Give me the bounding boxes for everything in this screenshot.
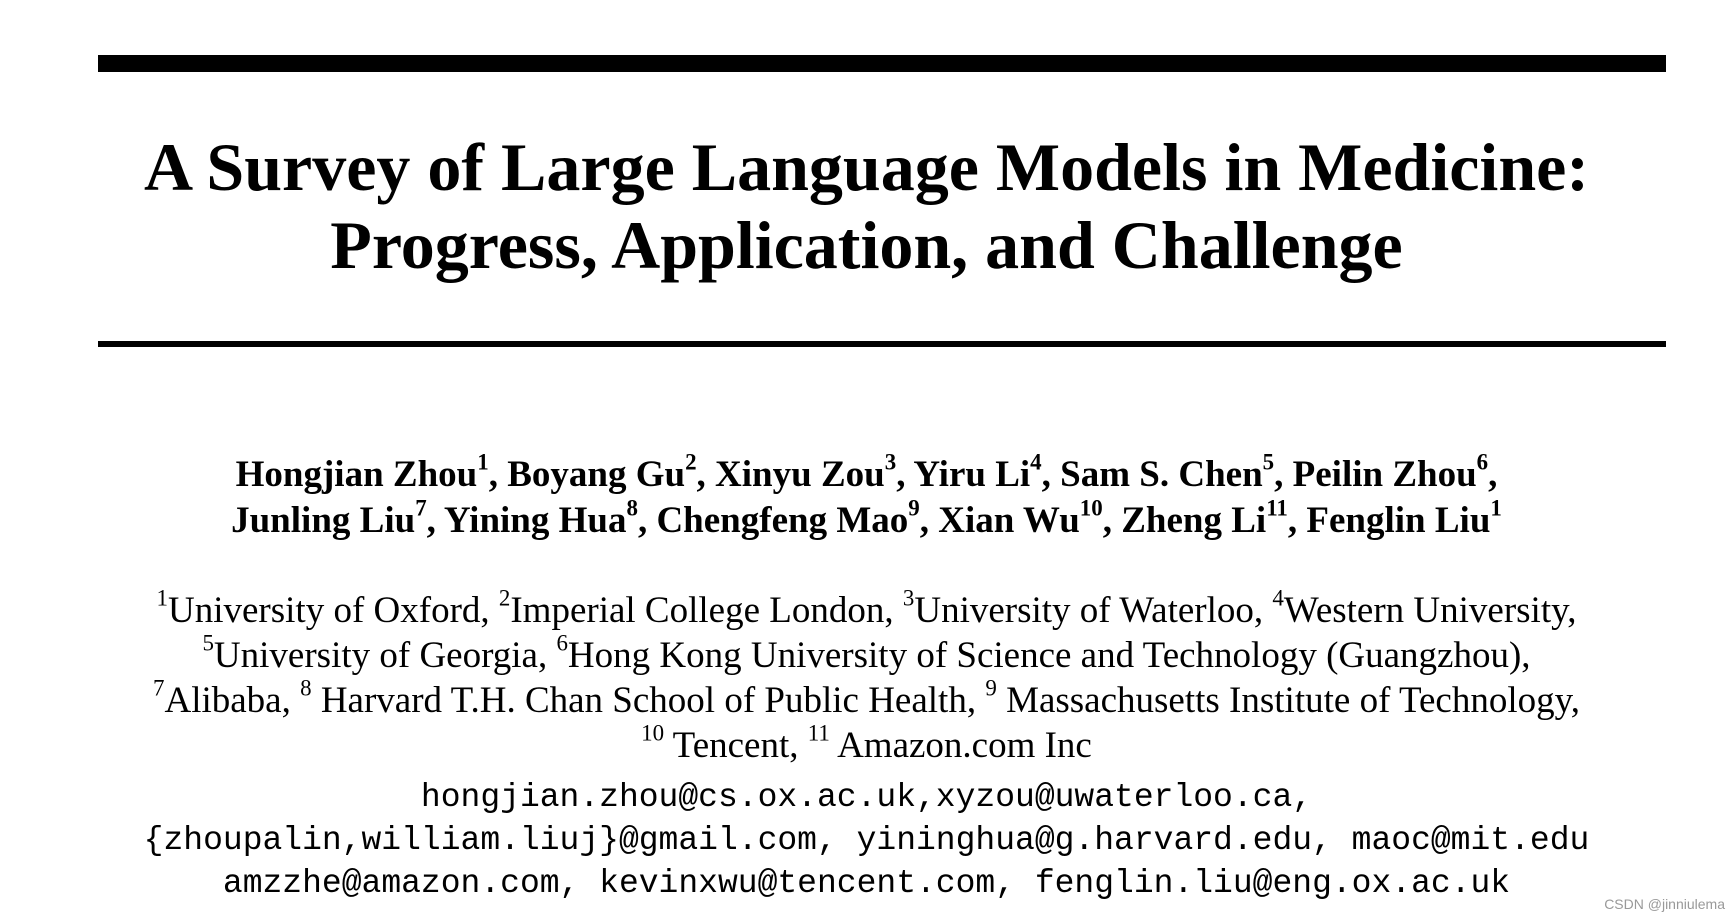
author-name: Hongjian Zhou (235, 454, 478, 495)
affiliation-name: Amazon.com Inc (837, 725, 1092, 766)
affiliation (902, 585, 1254, 631)
author-line-2: Junling Liu$^7$, Yining Hua$^8$, Chengfeng Mao$^9$, Xian Wu$^{10}$, Zheng Li$^{11}$, Fenglin Liu$^1$ (231, 495, 1502, 541)
author (1121, 495, 1288, 541)
affiliation-line-4: $^{10}$ Tencent, $^{11}$ Amazon.com Inc (641, 720, 1092, 766)
author-name: Zheng Li (1121, 500, 1267, 541)
author-sup: 9 (908, 495, 920, 521)
affiliation-line-1: $^1$University of Oxford, $^2$Imperial College London, $^3$University of Waterloo, $^4$Western University, (156, 585, 1577, 631)
affiliation-sup: 10 (641, 720, 665, 746)
paper-title (0, 128, 1733, 284)
affiliation-sup: 5 (202, 630, 214, 656)
author-sup: 5 (1262, 449, 1275, 475)
author-sup: 2 (685, 449, 697, 475)
author-sup: 8 (626, 495, 638, 521)
affiliation (156, 585, 481, 631)
affiliation-line-2: $^5$University of Georgia, $^6$Hong Kong University of Science and Technology (Guangzhou), (202, 630, 1531, 676)
email-line-2: {zhoupalin,william.liuj}@gmail.com, yininghua@g.harvard.edu, maoc@mit.edu (143, 822, 1590, 859)
affiliation-sup: 1 (156, 585, 168, 611)
affiliation-name: University of Georgia (213, 635, 538, 676)
author-sup: 6 (1476, 449, 1489, 475)
email-list (0, 776, 1733, 905)
affiliation-line-3: $^7$Alibaba, $^8$ Harvard T.H. Chan School of Public Health, $^9$ Massachusetts Institute of Technology, (153, 675, 1580, 721)
affiliation-sup: 7 (153, 675, 165, 701)
affiliation-sup: 9 (985, 675, 997, 701)
affiliation (985, 675, 1571, 721)
affiliation-sup: 11 (807, 720, 830, 746)
affiliation-name: Tencent (672, 725, 790, 766)
author-name: Peilin Zhou (1292, 454, 1477, 495)
author (1306, 495, 1502, 541)
author-name: Fenglin Liu (1306, 500, 1491, 541)
watermark: CSDN @jinniulema (1604, 896, 1725, 912)
title-line-2: Progress, Application, and Challenge (330, 207, 1403, 283)
email-line-1: hongjian.zhou@cs.ox.ac.uk,xyzou@uwaterloo.ca, (420, 779, 1313, 816)
author (507, 449, 697, 495)
email-line-3: amzzhe@amazon.com, kevinxwu@tencent.com, fenglin.liu@eng.ox.ac.uk (222, 865, 1511, 902)
author-sup: 3 (884, 449, 897, 475)
affiliation-name: Imperial College London (510, 590, 885, 631)
author-sup: 4 (1030, 449, 1042, 475)
affiliation-sup: 4 (1272, 585, 1284, 611)
affiliation-name: Harvard T.H. Chan School of Public Health (320, 680, 967, 721)
bottom-rule (98, 341, 1666, 347)
affiliation (556, 630, 1522, 676)
affiliation (202, 630, 538, 676)
affiliation-name: Western University (1283, 590, 1568, 631)
affiliation (498, 585, 885, 631)
top-rule (98, 55, 1666, 72)
affiliation-name: University of Waterloo (914, 590, 1254, 631)
author-list (0, 449, 1733, 544)
affiliation-list (0, 585, 1733, 768)
affiliation-sup: 8 (300, 675, 312, 701)
affiliation (153, 675, 282, 721)
author-line-1: Hongjian Zhou$^1$, Boyang Gu$^2$, Xinyu Zou$^3$, Yiru Li$^4$, Sam S. Chen$^5$, Peilin Zhou$^6$, (235, 449, 1498, 495)
author (938, 495, 1103, 541)
affiliation (300, 675, 967, 721)
author (1292, 449, 1489, 495)
affiliation-sup: 3 (902, 585, 915, 611)
author (443, 495, 638, 541)
author-sup: 1 (1490, 495, 1502, 521)
affiliation-name: Hong Kong University of Science and Technology (Guangzhou) (567, 635, 1522, 676)
author-name: Boyang Gu (507, 454, 686, 495)
author (913, 449, 1042, 495)
author-name: Xinyu Zou (715, 454, 885, 495)
author-name: Yining Hua (443, 500, 627, 541)
affiliation-sup: 6 (556, 630, 568, 656)
affiliation-name: Alibaba (164, 680, 282, 721)
author-sup: 7 (415, 495, 427, 521)
title-line-1: A Survey of Large Language Models in Medicine: (144, 129, 1589, 205)
affiliation (1272, 585, 1568, 631)
affiliation-name: Massachusetts Institute of Technology (1006, 680, 1571, 721)
author (656, 495, 920, 541)
affiliation-sup: 2 (498, 585, 511, 611)
author-name: Chengfeng Mao (656, 500, 909, 541)
affiliation-name: University of Oxford (168, 590, 481, 631)
author (715, 449, 897, 495)
author-sup: 1 (477, 449, 489, 475)
author-name: Yiru Li (913, 454, 1031, 495)
author (1060, 449, 1275, 495)
author (235, 449, 489, 495)
affiliation (641, 720, 790, 766)
author-sup: 11 (1266, 495, 1288, 521)
author-name: Xian Wu (938, 500, 1080, 541)
affiliation (807, 720, 1092, 766)
author-sup: 10 (1079, 495, 1103, 521)
author (231, 495, 427, 541)
author-name: Sam S. Chen (1060, 454, 1263, 495)
author-name: Junling Liu (231, 500, 416, 541)
